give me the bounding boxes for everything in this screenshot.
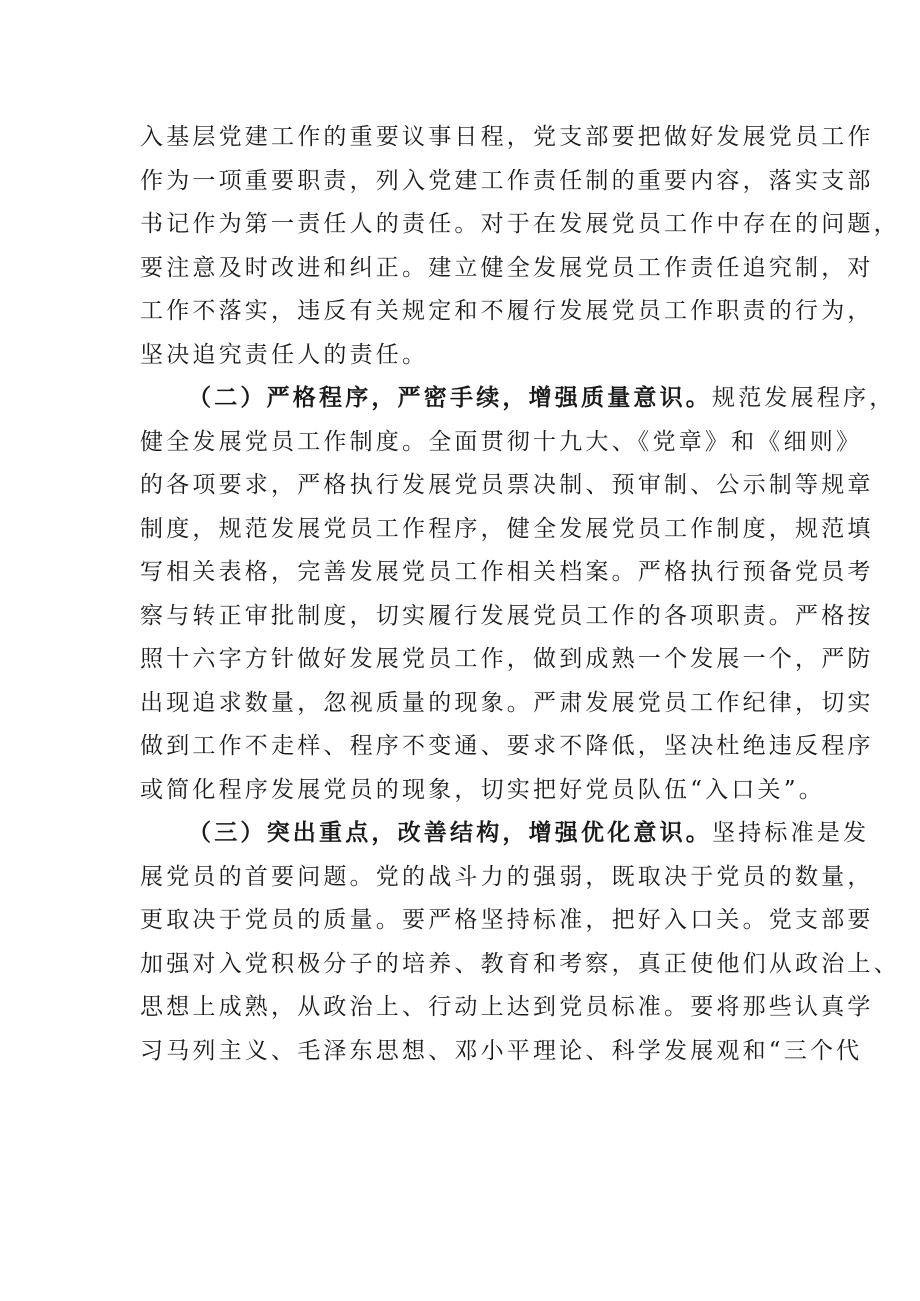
text-run: 坚持标准是发 xyxy=(712,820,870,846)
text-line: 加强对入党积极分子的培养、教育和考察，真正使他们从政治上、 xyxy=(140,950,900,977)
text-line: 工作不落实，违反有关规定和不履行发展党员工作职责的行为， xyxy=(140,298,874,324)
text-line: 更取决于党员的质量。要严格坚持标准，把好入口关。党支部要 xyxy=(140,907,874,933)
text-line: 坚决追究责任人的责任。 xyxy=(140,341,429,368)
text-line: 或简化程序发展党员的现象，切实把好党员队伍“入口关”。 xyxy=(140,776,825,803)
section-heading: （二）严格程序，严密手续，增强质量意识。 xyxy=(188,385,712,411)
text-line: 书记作为第一责任人的责任。对于在发展党员工作中存在的问题， xyxy=(140,211,900,237)
text-line: 出现追求数量，忽视质量的现象。严肃发展党员工作纪律，切实 xyxy=(140,689,874,716)
text-line: 的各项要求，严格执行发展党员票决制、预审制、公示制等规章 xyxy=(140,472,874,498)
text-line xyxy=(140,812,870,856)
text-line: 制度，规范发展党员工作程序，健全发展党员工作制度，规范填 xyxy=(140,515,874,542)
paragraph-responsibility xyxy=(140,116,900,377)
text-line: 展党员的首要问题。党的战斗力的强弱，既取决于党员的数量， xyxy=(140,863,874,890)
text-line: 健全发展党员工作制度。全面贯彻十九大、《党章》和《细则》 xyxy=(140,428,863,455)
text-line: 察与转正审批制度，切实履行发展党员工作的各项职责。严格按 xyxy=(140,602,874,629)
text-line: 写相关表格，完善发展党员工作相关档案。严格执行预备党员考 xyxy=(140,559,874,585)
text-line: 习马列主义、毛泽东思想、邓小平理论、科学发展观和“三个代 xyxy=(140,1037,863,1064)
paragraph-quality xyxy=(140,377,896,812)
text-line xyxy=(140,377,896,421)
text-line: 入基层党建工作的重要议事日程，党支部要把做好发展党员工作 xyxy=(140,124,874,150)
text-line: 照十六字方针做好发展党员工作，做到成熟一个发展一个，严防 xyxy=(140,646,874,672)
paragraph-optimization xyxy=(140,812,900,1073)
text-run: 规范发展程序， xyxy=(712,385,896,411)
text-line: 思想上成熟，从政治上、行动上达到党员标准。要将那些认真学 xyxy=(140,994,874,1020)
text-line: 做到工作不走样、程序不变通、要求不降低，坚决杜绝违反程序 xyxy=(140,733,874,759)
section-heading: （三）突出重点，改善结构，增强优化意识。 xyxy=(188,820,712,846)
text-line: 作为一项重要职责，列入党建工作责任制的重要内容，落实支部 xyxy=(140,167,874,194)
text-line: 要注意及时改进和纠正。建立健全发展党员工作责任追究制，对 xyxy=(140,254,874,281)
